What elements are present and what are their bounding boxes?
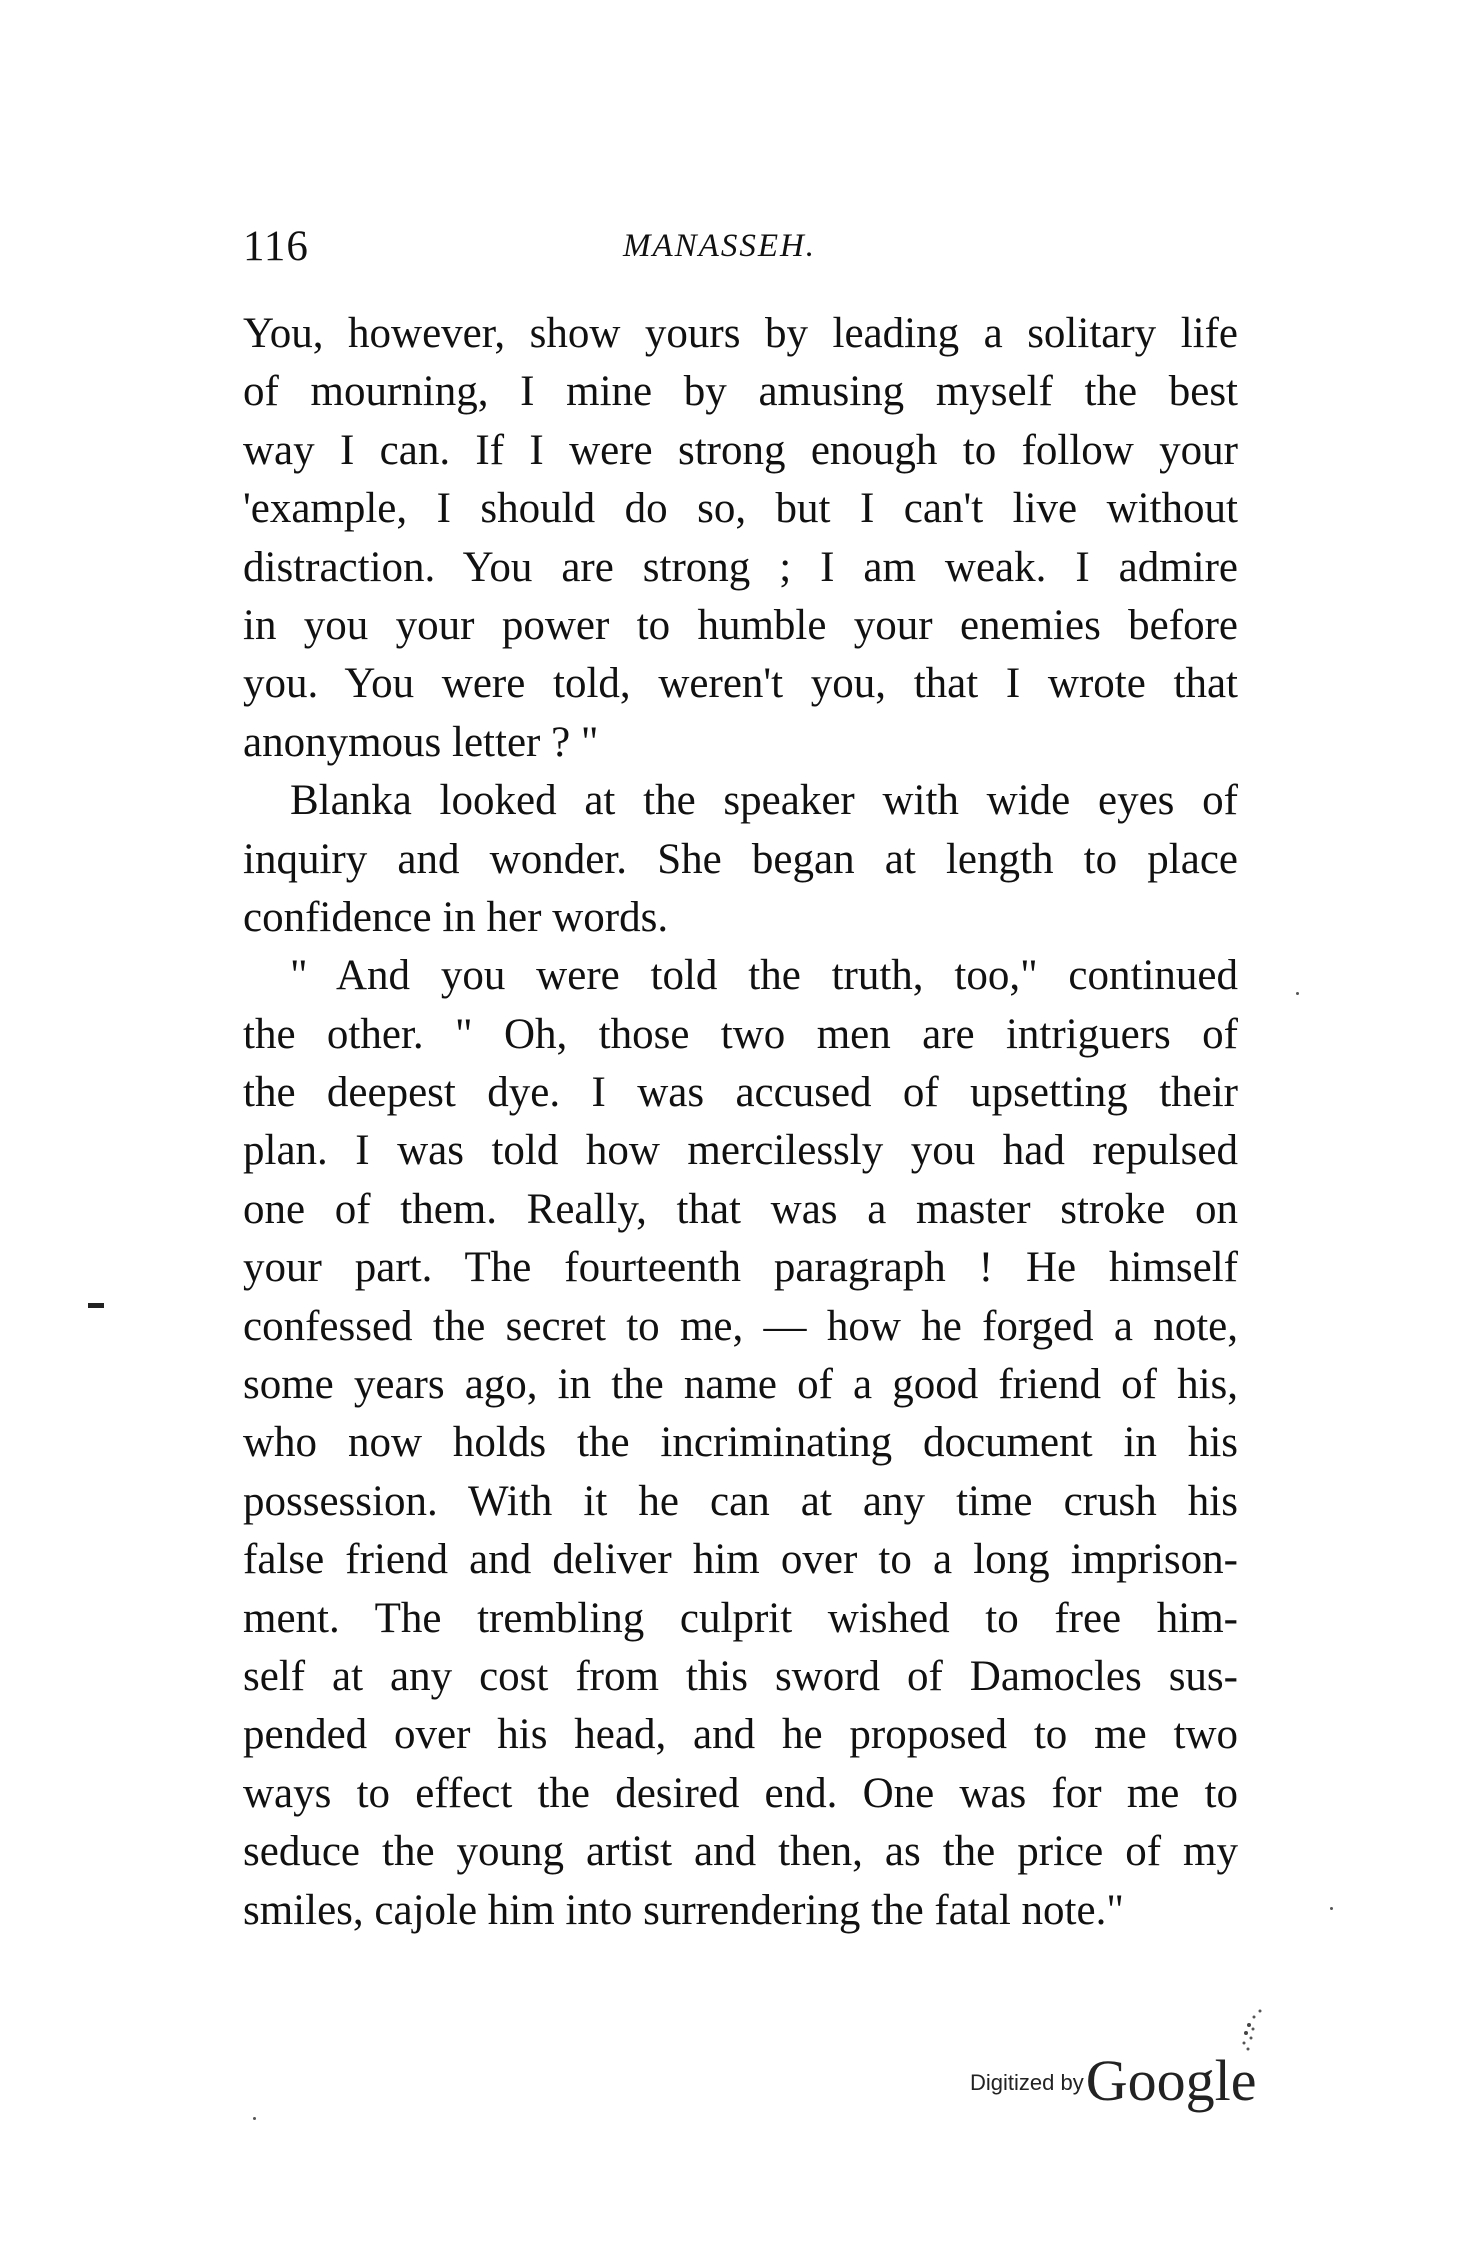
text-line: You, however, show yours by leading a solitary life bbox=[243, 310, 1238, 357]
digitized-by-google-watermark bbox=[970, 2040, 1257, 2113]
text-line: false friend and deliver him over to a long imprison- bbox=[243, 1536, 1238, 1584]
google-logo: Google bbox=[1085, 2048, 1257, 2113]
text-line: one of them. Really, that was a master stroke on bbox=[243, 1185, 1238, 1233]
margin-mark bbox=[88, 1303, 104, 1308]
text-line: the deepest dye. I was accused of upsetting their bbox=[243, 1069, 1238, 1117]
scan-speck bbox=[1296, 992, 1299, 995]
scan-speck bbox=[1330, 1907, 1333, 1910]
scan-speck bbox=[253, 2117, 256, 2120]
text-line: self at any cost from this sword of Damocles sus- bbox=[243, 1652, 1238, 1700]
text-line: the other. " Oh, those two men are intriguers of bbox=[243, 1010, 1238, 1058]
digitized-label: Digitized by bbox=[970, 2070, 1084, 2095]
text-line: confessed the secret to me, — how he forged a note, bbox=[243, 1302, 1238, 1350]
running-title: MANASSEH. bbox=[623, 228, 817, 264]
body-text bbox=[243, 305, 1238, 1940]
text-line: " And you were told the truth, too," continued bbox=[290, 952, 1238, 1000]
text-line: you. You were told, weren't you, that I wrote that bbox=[243, 660, 1238, 708]
text-line: of mourning, I mine by amusing myself the best bbox=[243, 368, 1238, 416]
text-line: ways to effect the desired end. One was for me to bbox=[243, 1769, 1238, 1817]
text-line: pended over his head, and he proposed to me two bbox=[243, 1711, 1238, 1759]
text-line: Blanka looked at the speaker with wide eyes of bbox=[290, 777, 1238, 825]
text-line: anonymous letter ? " bbox=[243, 718, 599, 766]
page-header bbox=[243, 222, 1238, 274]
text-line: inquiry and wonder. She began at length to place bbox=[243, 835, 1238, 883]
text-line: in you your power to humble your enemies before bbox=[243, 601, 1238, 649]
text-line: distraction. You are strong ; I am weak. I admire bbox=[243, 543, 1238, 591]
text-line: way I can. If I were strong enough to follow your bbox=[243, 426, 1238, 474]
text-line: who now holds the incriminating document in his bbox=[243, 1419, 1238, 1467]
text-line: ment. The trembling culprit wished to free him- bbox=[243, 1594, 1238, 1642]
text-line: smiles, cajole him into surrendering the fatal note." bbox=[243, 1886, 1124, 1934]
text-line: some years ago, in the name of a good friend of his, bbox=[243, 1361, 1238, 1409]
text-line: possession. With it he can at any time crush his bbox=[243, 1477, 1238, 1525]
text-line: seduce the young artist and then, as the price of my bbox=[243, 1828, 1238, 1876]
text-line: confidence in her words. bbox=[243, 893, 669, 941]
text-line: plan. I was told how mercilessly you had repulsed bbox=[243, 1127, 1238, 1175]
text-line: 'example, I should do so, but I can't live without bbox=[243, 485, 1238, 533]
page-number: 116 bbox=[243, 223, 309, 270]
text-line: your part. The fourteenth paragraph ! He himself bbox=[243, 1244, 1238, 1292]
